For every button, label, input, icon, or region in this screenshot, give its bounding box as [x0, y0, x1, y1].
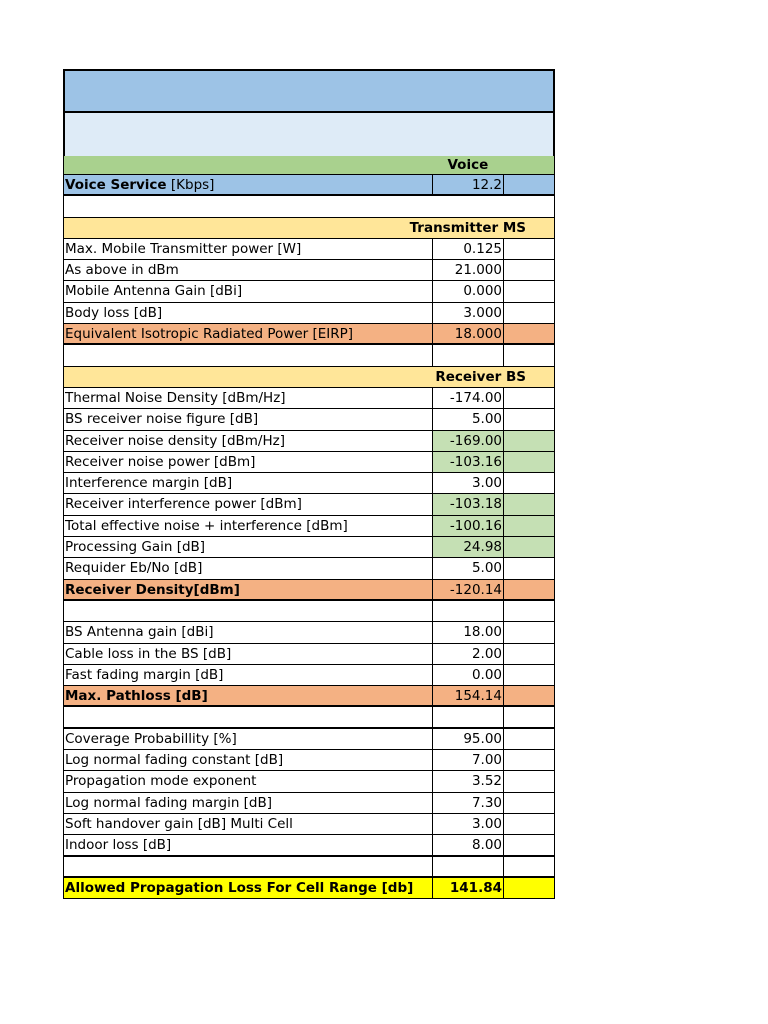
row-label[interactable]: Max. Mobile Transmitter power [W] [63, 239, 433, 259]
voice-service-value[interactable]: 12.2 [433, 175, 504, 194]
row-label[interactable]: BS Antenna gain [dBi] [63, 622, 433, 642]
row-value[interactable]: -103.18 [433, 494, 504, 514]
max-pathloss-label[interactable]: Max. Pathloss [dB] [63, 686, 433, 705]
spacer-row [63, 857, 555, 878]
row-label[interactable]: Fast fading margin [dB] [63, 665, 433, 685]
allowed-propagation-loss-value[interactable]: 141.84 [433, 878, 504, 898]
table-row [63, 452, 555, 473]
row-value[interactable]: 3.00 [433, 473, 504, 493]
table-row [63, 835, 555, 856]
spacer-row [63, 345, 555, 366]
voice-service-row [63, 175, 555, 196]
table-row [63, 622, 555, 643]
table-row [63, 644, 555, 665]
transmitter-title: Transmitter MS [409, 219, 526, 236]
row-label[interactable]: Indoor loss [dB] [63, 835, 433, 854]
table-row [63, 409, 555, 430]
table-row [63, 665, 555, 686]
row-label[interactable]: Log normal fading constant [dB] [63, 750, 433, 770]
row-value[interactable]: 2.00 [433, 644, 504, 664]
row-value[interactable]: -100.16 [433, 516, 504, 536]
row-label[interactable]: BS receiver noise figure [dB] [63, 409, 433, 429]
table-row [63, 793, 555, 814]
row-value[interactable]: 3.00 [433, 814, 504, 834]
receiver-title: Receiver BS [435, 368, 526, 385]
row-value[interactable]: 5.00 [433, 409, 504, 429]
voice-column-header [63, 156, 555, 175]
voice-header-label: Voice [447, 157, 489, 173]
link-budget-sheet [63, 69, 555, 899]
receiver-density-value[interactable]: -120.14 [433, 580, 504, 599]
table-row [63, 260, 555, 281]
receiver-section-header [63, 367, 555, 388]
spacer-row [63, 707, 555, 728]
allowed-propagation-loss-label[interactable]: Allowed Propagation Loss For Cell Range [db] [63, 878, 433, 898]
row-value[interactable]: 5.00 [433, 558, 504, 578]
table-row [63, 473, 555, 494]
row-label[interactable]: Requider Eb/No [dB] [63, 558, 433, 578]
row-label[interactable]: Coverage Probabillity [%] [63, 729, 433, 749]
row-value[interactable]: 7.00 [433, 750, 504, 770]
row-value[interactable]: 3.52 [433, 771, 504, 791]
table-row [63, 431, 555, 452]
spacer-row [63, 196, 555, 217]
row-value[interactable]: 8.00 [433, 835, 504, 854]
row-label[interactable]: Cable loss in the BS [dB] [63, 644, 433, 664]
receiver-density-label[interactable]: Receiver Density[dBm] [63, 580, 433, 599]
table-row [63, 814, 555, 835]
row-value[interactable]: 0.00 [433, 665, 504, 685]
row-label[interactable]: Soft handover gain [dB] Multi Cell [63, 814, 433, 834]
spacer-row [63, 601, 555, 622]
allowed-propagation-loss-row [63, 878, 555, 899]
eirp-label[interactable]: Equivalent Isotropic Radiated Power [EIRP] [63, 324, 433, 343]
sheet-title-band [63, 69, 555, 113]
row-value[interactable]: 7.30 [433, 793, 504, 813]
table-row [63, 303, 555, 324]
row-value[interactable]: -174.00 [433, 388, 504, 408]
row-label[interactable]: Thermal Noise Density [dBm/Hz] [63, 388, 433, 408]
table-row [63, 771, 555, 792]
row-label[interactable]: Receiver interference power [dBm] [63, 494, 433, 514]
row-value[interactable]: 21.000 [433, 260, 504, 280]
max-pathloss-row [63, 686, 555, 707]
voice-service-label[interactable]: Voice Service [Kbps] [63, 175, 433, 194]
table-row [63, 750, 555, 771]
row-label[interactable]: As above in dBm [63, 260, 433, 280]
row-value[interactable]: 0.000 [433, 281, 504, 301]
row-value[interactable]: 3.000 [433, 303, 504, 323]
table-row [63, 239, 555, 260]
max-pathloss-value[interactable]: 154.14 [433, 686, 504, 705]
row-label[interactable]: Body loss [dB] [63, 303, 433, 323]
voice-service-empty[interactable] [504, 175, 555, 194]
row-label[interactable]: Mobile Antenna Gain [dBi] [63, 281, 433, 301]
row-label[interactable]: Log normal fading margin [dB] [63, 793, 433, 813]
row-label[interactable]: Interference margin [dB] [63, 473, 433, 493]
row-value[interactable]: -169.00 [433, 431, 504, 451]
row-label[interactable]: Receiver noise power [dBm] [63, 452, 433, 472]
eirp-row [63, 324, 555, 345]
row-label[interactable]: Total effective noise + interference [dBm] [63, 516, 433, 536]
transmitter-section-header [63, 218, 555, 239]
row-label[interactable]: Processing Gain [dB] [63, 537, 433, 557]
table-row [63, 388, 555, 409]
row-label[interactable]: Receiver noise density [dBm/Hz] [63, 431, 433, 451]
row-label[interactable]: Propagation mode exponent [63, 771, 433, 791]
table-row [63, 558, 555, 579]
row-value[interactable]: 24.98 [433, 537, 504, 557]
table-row [63, 494, 555, 515]
sheet-subtitle-band [63, 113, 555, 156]
row-value[interactable]: 18.00 [433, 622, 504, 642]
row-value[interactable]: 0.125 [433, 239, 504, 259]
row-value[interactable]: 95.00 [433, 729, 504, 749]
table-row [63, 281, 555, 302]
eirp-value[interactable]: 18.000 [433, 324, 504, 343]
table-row [63, 516, 555, 537]
table-row [63, 537, 555, 558]
row-value[interactable]: -103.16 [433, 452, 504, 472]
receiver-density-row [63, 580, 555, 601]
table-row [63, 729, 555, 750]
